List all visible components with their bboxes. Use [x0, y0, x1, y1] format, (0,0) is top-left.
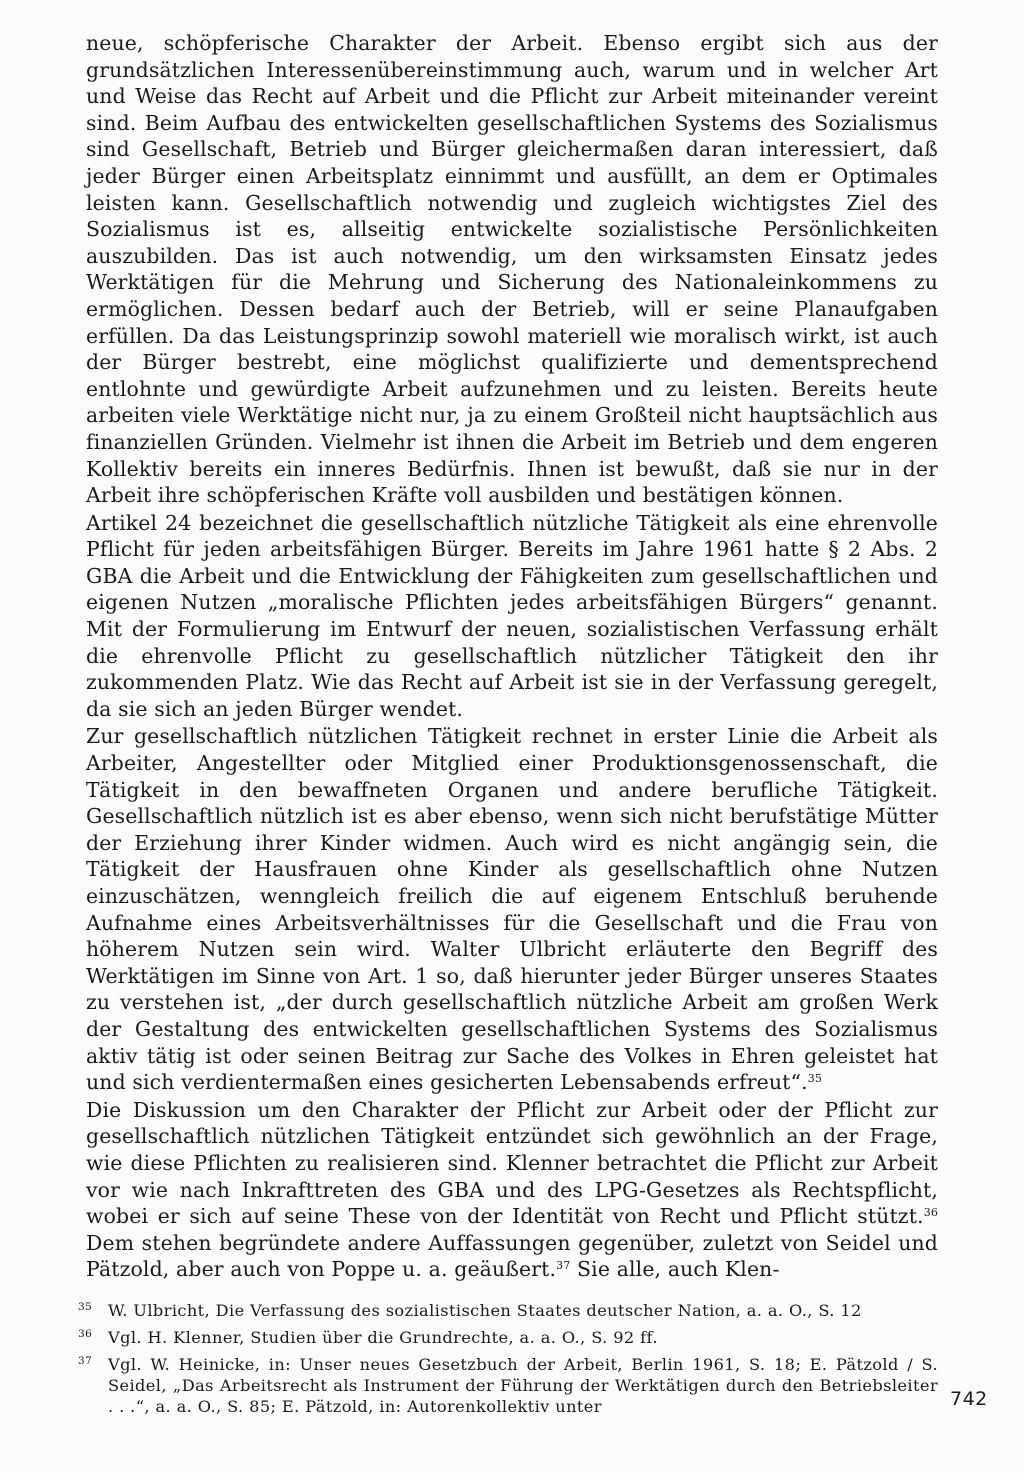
footnote-number: 36 — [78, 1327, 93, 1340]
paragraph — [86, 723, 938, 1095]
footnote — [78, 1300, 938, 1321]
footnote-reference: 35 — [807, 1072, 823, 1086]
paragraph-text: Die Diskussion um den Charakter der Pflicht zur Arbeit oder der Pflicht zur gesellschaftlich nützlichen Tätigkeit entzündet sich gewöhnlich an der Frage, wie diese Pflichten zu realisieren sind. Klenner betrachtet die Pflicht zur Arbeit vor wie nach Inkrafttreten des GBA und des LPG-Gesetzes als Rechtspflicht, wobei er sich auf seine These von der Identität von Recht und Pflicht stützt. — [86, 1097, 938, 1229]
body-text — [86, 30, 938, 1283]
paragraph: Artikel 24 bezeichnet die gesellschaftlich nützliche Tätigkeit als eine ehrenvolle Pflicht für jeden arbeitsfähigen Bürger. Bereits im Jahre 1961 hatte § 2 Abs. 2 GBA die Arbeit und die Entwicklung der Fähigkeiten zum gesellschaftlichen und eigenen Nutzen „moralische Pflichten jedes arbeitsfähigen Bürgers“ genannt. Mit der Formulierung im Entwurf der neuen, sozialistischen Verfassung erhält die ehrenvolle Pflicht zu gesellschaftlich nützlicher Tätigkeit den ihr zukommenden Platz. Wie das Recht auf Arbeit ist sie in der Verfassung geregelt, da sie sich an jeden Bürger wendet. — [86, 510, 938, 721]
footnote-text: W. Ulbricht, Die Verfassung des sozialistischen Staates deutscher Nation, a. a. O., S. 12 — [108, 1300, 862, 1320]
paragraph-text: Zur gesellschaftlich nützlichen Tätigkeit rechnet in erster Linie die Arbeit als Arbeiter, Angestellter oder Mitglied einer Produktionsgenossenschaft, die Tätigkeit in den bewaffneten Organen und andere berufliche Tätigkeit. Gesellschaftlich nützlich ist es aber ebenso, wenn sich nicht berufstätige Mütter der Erziehung ihrer Kinder widmen. Auch wird es nicht angängig sein, die Tätigkeit der Hausfrauen ohne Kinder als gesellschaftlich ohne Nutzen einzuschätzen, wenngleich freilich die auf eigenem Entschluß beruhende Aufnahme eines Arbeitsverhältnisses für die Gesellschaft und die Frau von höherem Nutzen sein wird. Walter Ulbricht erläuterte den Begriff des Werktätigen im Sinne von Art. 1 so, daß hierunter jeder Bürger unseres Staates zu verstehen ist, „der durch gesellschaftlich nützliche Arbeit am großen Werk der Gestaltung des entwickelten gesellschaftlichen Systems des Sozialismus aktiv tätig ist oder seinen Beitrag zur Sache des Volkes in Ehren geleistet hat und sich verdientermaßen eines gesicherten Lebensabends erfreut“. — [86, 724, 938, 1095]
footnote-reference: 37 — [556, 1259, 571, 1273]
footnotes — [78, 1300, 938, 1417]
paragraph: neue, schöpferische Charakter der Arbeit. Ebenso ergibt sich aus der grundsätzlichen Interessenübereinstimmung auch, warum und in welcher Art und Weise das Recht auf Arbeit und die Pflicht zur Arbeit miteinander vereint sind. Beim Aufbau des entwickelten gesellschaftlichen Systems des Sozialismus sind Gesellschaft, Betrieb und Bürger gleichermaßen daran interessiert, daß jeder Bürger einen Arbeitsplatz einnimmt und ausfüllt, an dem er Optimales leisten kann. Gesellschaftlich notwendig und zugleich wichtigstes Ziel des Sozialismus ist es, allseitig entwickelte sozialistische Persönlichkeiten auszubilden. Das ist auch notwendig, um den wirksamsten Einsatz jedes Werktätigen für die Mehrung und Sicherung des Nationaleinkommens zu ermöglichen. Dessen bedarf auch der Betrieb, will er seine Planaufgaben erfüllen. Da das Leistungsprinzip sowohl materiell wie moralisch wirkt, ist auch der Bürger bestrebt, eine möglichst qualifizierte und dementsprechend entlohnte und gewürdigte Arbeit aufzunehmen und zu leisten. Bereits heute arbeiten viele Werktätige nicht nur, ja zu einem Großteil nicht hauptsächlich aus finanziellen Gründen. Vielmehr ist ihnen die Arbeit im Betrieb und dem engeren Kollektiv bereits ein inneres Bedürfnis. Ihnen ist bewußt, daß sie nur in der Arbeit ihre schöpferischen Kräfte voll ausbilden und bestätigen können. — [86, 31, 938, 508]
footnote — [78, 1327, 938, 1348]
paragraph-text: Dem stehen begründete andere Auffassungen gegenüber, zuletzt von Seidel und Pätzold, aber auch von Poppe u. a. geäußert. — [86, 1230, 938, 1282]
footnote-reference: 36 — [923, 1206, 938, 1220]
footnote-number: 37 — [78, 1354, 93, 1367]
footnote-text: Vgl. H. Klenner, Studien über die Grundrechte, a. a. O., S. 92 ff. — [108, 1327, 658, 1347]
footnote — [78, 1354, 938, 1417]
paragraph — [86, 1097, 938, 1283]
footnote-text: Vgl. W. Heinicke, in: Unser neues Gesetzbuch der Arbeit, Berlin 1961, S. 18; E. Pätzold / S. Seidel, „Das Arbeitsrecht als Instrument der Führung der Werktätigen durch den Betriebsleiter . . .“, a. a. O., S. 85; E. Pätzold, in: Autorenkollektiv unter — [108, 1354, 938, 1416]
footnote-number: 35 — [78, 1300, 93, 1313]
page — [78, 30, 938, 1423]
paragraph-text: Sie alle, auch Klen- — [570, 1257, 780, 1282]
page-number: 742 — [950, 1388, 988, 1410]
